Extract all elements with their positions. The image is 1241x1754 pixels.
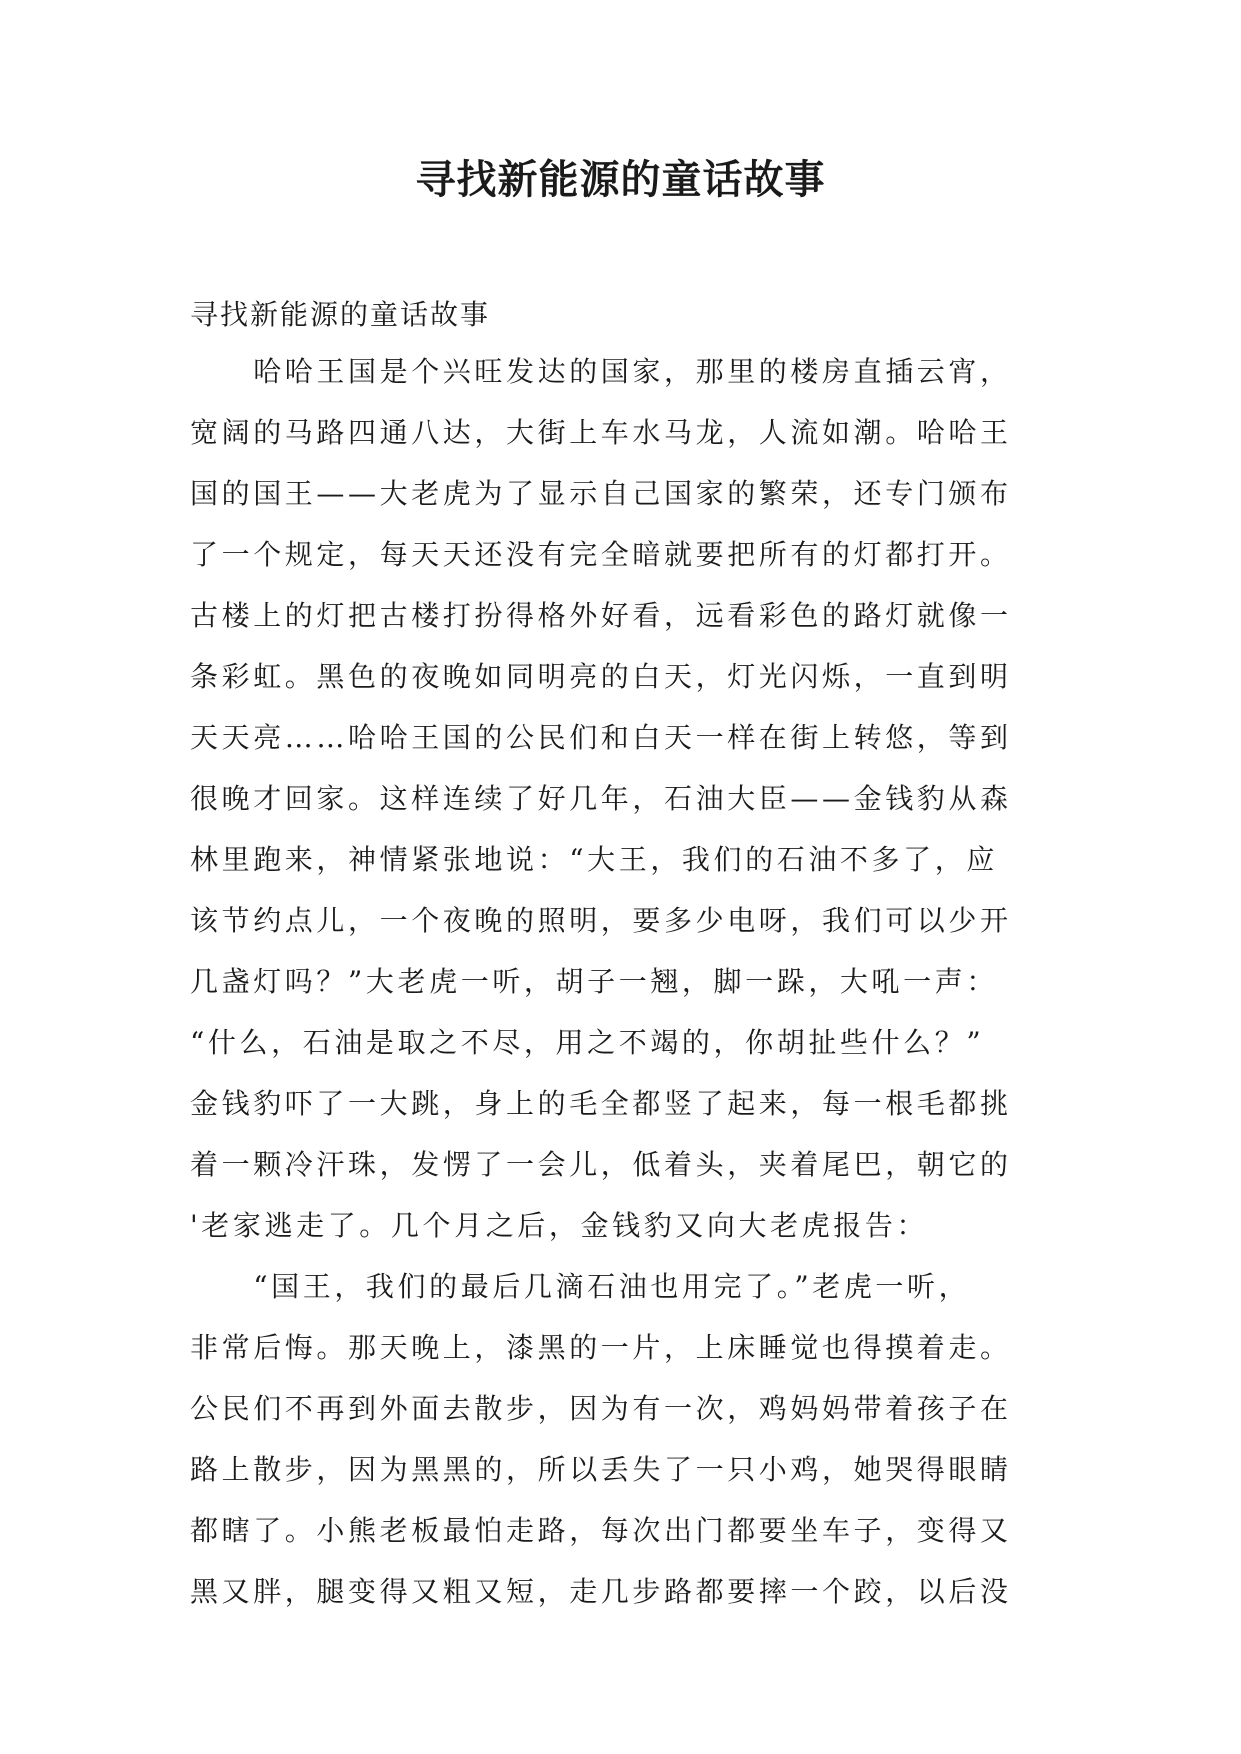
text-line: 几盏灯吗？”大老虎一听，胡子一翘，脚一跺，大吼一声： (190, 965, 998, 998)
text-line: 了一个规定，每天天还没有完全暗就要把所有的灯都打开。 (190, 538, 1012, 571)
text-line: 很晚才回家。这样连续了好几年，石油大臣——金钱豹从森 (190, 782, 1012, 815)
text-line: 都瞎了。小熊老板最怕走路，每次出门都要坐车子，变得又 (190, 1514, 1012, 1547)
text-line: 路上散步，因为黑黑的，所以丢失了一只小鸡，她哭得眼睛 (190, 1453, 1012, 1486)
text-line: 非常后悔。那天晚上，漆黑的一片，上床睡觉也得摸着走。 (190, 1331, 1012, 1364)
text-line: 林里跑来，神情紧张地说：“大王，我们的石油不多了，应 (190, 843, 998, 876)
text-line: 黑又胖，腿变得又粗又短，走几步路都要摔一个跤，以后没 (190, 1575, 1012, 1608)
document-subtitle: 寻找新能源的童话故事 (190, 298, 491, 331)
text-line: 古楼上的灯把古楼打扮得格外好看，远看彩色的路灯就像一 (190, 599, 1012, 632)
text-line: “什么，石油是取之不尽，用之不竭的，你胡扯些什么？” (190, 1026, 985, 1059)
text-line: 着一颗冷汗珠，发愣了一会儿，低着头，夹着尾巴，朝它的 (190, 1148, 1012, 1181)
text-line: 天天亮……哈哈王国的公民们和白天一样在街上转悠，等到 (190, 721, 1012, 754)
text-line: '老家逃走了。几个月之后，金钱豹又向大老虎报告： (190, 1209, 929, 1242)
text-line: 宽阔的马路四通八达，大街上车水马龙，人流如潮。哈哈王 (190, 416, 1012, 449)
text-line: 国的国王——大老虎为了显示自己国家的繁荣，还专门颁布 (190, 477, 1012, 510)
text-line: “国王，我们的最后几滴石油也用完了。”老虎一听， (190, 1270, 971, 1303)
text-line: 金钱豹吓了一大跳，身上的毛全都竖了起来，每一根毛都挑 (190, 1087, 1012, 1120)
document-title: 寻找新能源的童话故事 (415, 157, 826, 203)
text-line: 哈哈王国是个兴旺发达的国家，那里的楼房直插云宵， (190, 355, 1012, 388)
text-line: 公民们不再到外面去散步，因为有一次，鸡妈妈带着孩子在 (190, 1392, 1012, 1425)
text-line: 条彩虹。黑色的夜晚如同明亮的白天，灯光闪烁，一直到明 (190, 660, 1012, 693)
body-text (190, 352, 1070, 1633)
text-line: 该节约点儿，一个夜晚的照明，要多少电呀，我们可以少开 (190, 904, 1012, 937)
